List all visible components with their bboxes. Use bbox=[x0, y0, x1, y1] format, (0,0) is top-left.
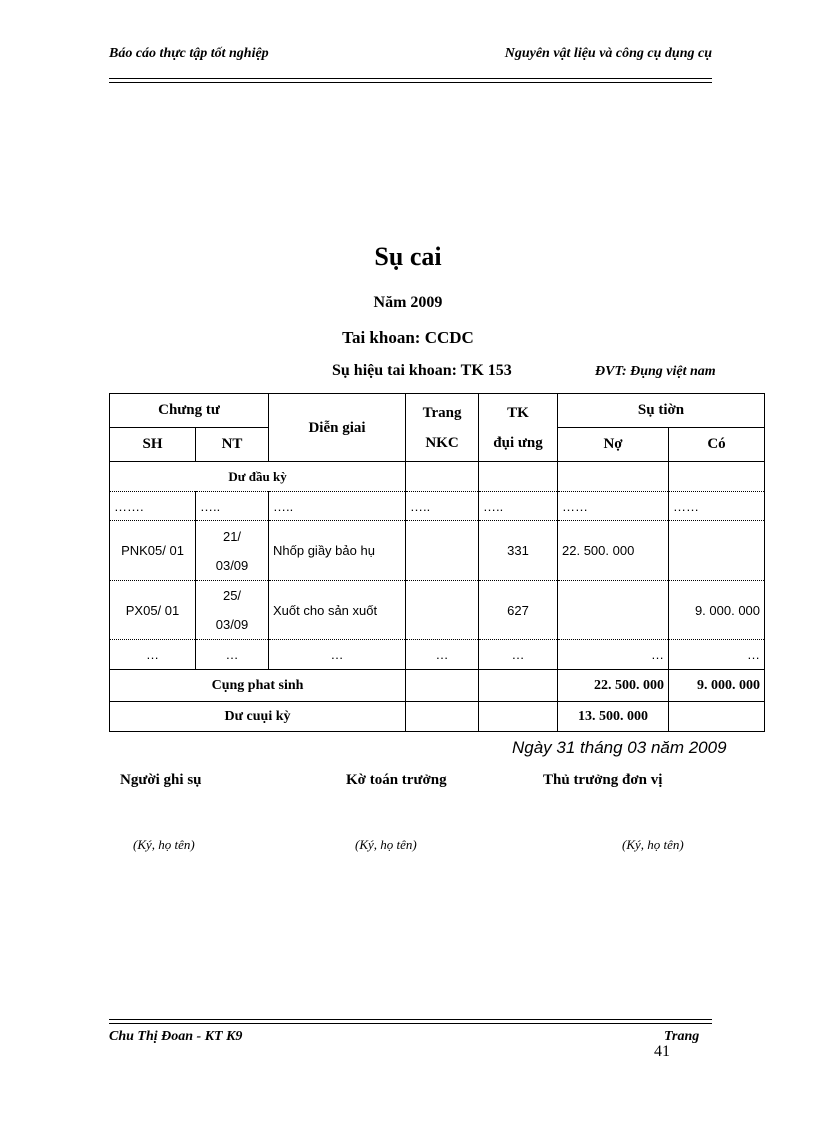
header-nt: NT bbox=[196, 428, 269, 462]
dots-cell: ….. bbox=[479, 492, 558, 521]
ellipsis-cell: … bbox=[406, 640, 479, 670]
header-sh: SH bbox=[110, 428, 196, 462]
account-name: Tai khoan: CCDC bbox=[342, 328, 474, 347]
total-co: 9. 000. 000 bbox=[669, 670, 765, 702]
signature-note-director: (Ký, họ tên) bbox=[622, 837, 684, 852]
closing-trang-cell bbox=[406, 702, 479, 732]
footer-rule-bottom bbox=[109, 1023, 712, 1024]
header-trang: Trang bbox=[422, 404, 462, 421]
year-label: Năm 2009 bbox=[373, 294, 443, 311]
row-dien-giai: Nhốp giầy bảo hụ bbox=[269, 521, 406, 581]
header-chung-tu: Chưng tư bbox=[110, 394, 269, 428]
dots-cell: ….. bbox=[406, 492, 479, 521]
closing-no: 13. 500. 000 bbox=[558, 702, 669, 732]
header-left-text: Báo cáo thực tập tốt nghiệp bbox=[109, 46, 269, 61]
footer-rule-top bbox=[109, 1019, 712, 1020]
table-header-row bbox=[110, 394, 765, 428]
row-trang bbox=[406, 521, 479, 581]
row-trang bbox=[406, 581, 479, 640]
row-tk: 627 bbox=[479, 581, 558, 640]
header-so-tien: Sụ tiờn bbox=[558, 394, 765, 428]
header-right-text: Nguyên vật liệu và công cụ dụng cụ bbox=[504, 46, 712, 61]
row-no bbox=[558, 581, 669, 640]
opening-no-cell bbox=[558, 462, 669, 492]
ellipsis-cell: … bbox=[110, 640, 196, 670]
ellipsis-cell: … bbox=[558, 640, 669, 670]
ellipsis-cell: … bbox=[269, 640, 406, 670]
total-label: Cụng phat sinh bbox=[110, 670, 406, 702]
date-line: Ngày 31 tháng 03 năm 2009 bbox=[512, 738, 727, 757]
signature-note-recorder: (Ký, họ tên) bbox=[133, 837, 195, 852]
dots-cell: ….. bbox=[269, 492, 406, 521]
closing-tk-cell bbox=[479, 702, 558, 732]
header-nkc: NKC bbox=[425, 434, 459, 451]
signature-role-recorder: Người ghi sụ bbox=[120, 772, 202, 788]
ellipsis-cell: … bbox=[669, 640, 765, 670]
signature-role-director: Thủ trưởng đơn vị bbox=[543, 772, 663, 788]
row-nt: 21/ 03/09 bbox=[196, 521, 269, 581]
header-rule-bottom bbox=[109, 82, 712, 83]
closing-co-cell bbox=[669, 702, 765, 732]
ledger-table bbox=[109, 393, 765, 732]
header-tk-doi-ung bbox=[479, 394, 558, 462]
account-number: Sụ hiệu tai khoan: TK 153 bbox=[332, 362, 512, 379]
signature-note-chief-accountant: (Ký, họ tên) bbox=[355, 837, 417, 852]
row-sh: PX05/ 01 bbox=[110, 581, 196, 640]
total-trang-cell bbox=[406, 670, 479, 702]
currency-unit: ĐVT: Đụng việt nam bbox=[595, 364, 716, 379]
ellipsis-cell: … bbox=[479, 640, 558, 670]
signature-role-chief-accountant: Kờ toán trưởng bbox=[346, 772, 447, 788]
page-title: Sụ cai bbox=[374, 242, 442, 271]
row-sh: PNK05/ 01 bbox=[110, 521, 196, 581]
header-tk: TK bbox=[507, 404, 529, 421]
ellipsis-row bbox=[110, 640, 765, 670]
closing-balance-label: Dư cuụi kỳ bbox=[110, 702, 406, 732]
header-doi-ung: đụi ưng bbox=[493, 434, 543, 451]
header-co: Có bbox=[669, 428, 765, 462]
footer-page-label: Trang bbox=[664, 1029, 700, 1044]
footer-author: Chu Thị Đoan - KT K9 bbox=[109, 1029, 243, 1044]
table-row bbox=[110, 581, 765, 640]
row-tk: 331 bbox=[479, 521, 558, 581]
opening-tk-cell bbox=[479, 462, 558, 492]
row-co: 9. 000. 000 bbox=[669, 581, 765, 640]
header-dien-giai-text: Diễn giai bbox=[308, 419, 366, 436]
row-dien-giai: Xuốt cho sản xuốt bbox=[269, 581, 406, 640]
dots-cell: …… bbox=[558, 492, 669, 521]
header-trang-nkc bbox=[406, 394, 479, 462]
opening-co-cell bbox=[669, 462, 765, 492]
opening-balance-label: Dư đầu kỳ bbox=[110, 462, 406, 492]
dots-row bbox=[110, 492, 765, 521]
row-nt: 25/ 03/09 bbox=[196, 581, 269, 640]
header-rule-top bbox=[109, 78, 712, 79]
header-dien-giai bbox=[269, 394, 406, 462]
row-co bbox=[669, 521, 765, 581]
total-no: 22. 500. 000 bbox=[558, 670, 669, 702]
dots-cell: ……. bbox=[110, 492, 196, 521]
table-row bbox=[110, 521, 765, 581]
ellipsis-cell: … bbox=[196, 640, 269, 670]
page-number: 41 bbox=[654, 1043, 670, 1060]
header-no: Nợ bbox=[558, 428, 669, 462]
closing-balance-row bbox=[110, 702, 765, 732]
total-tk-cell bbox=[479, 670, 558, 702]
opening-trang-cell bbox=[406, 462, 479, 492]
dots-cell: ….. bbox=[196, 492, 269, 521]
opening-balance-row bbox=[110, 462, 765, 492]
total-row bbox=[110, 670, 765, 702]
row-no: 22. 500. 000 bbox=[558, 521, 669, 581]
dots-cell: …… bbox=[669, 492, 765, 521]
